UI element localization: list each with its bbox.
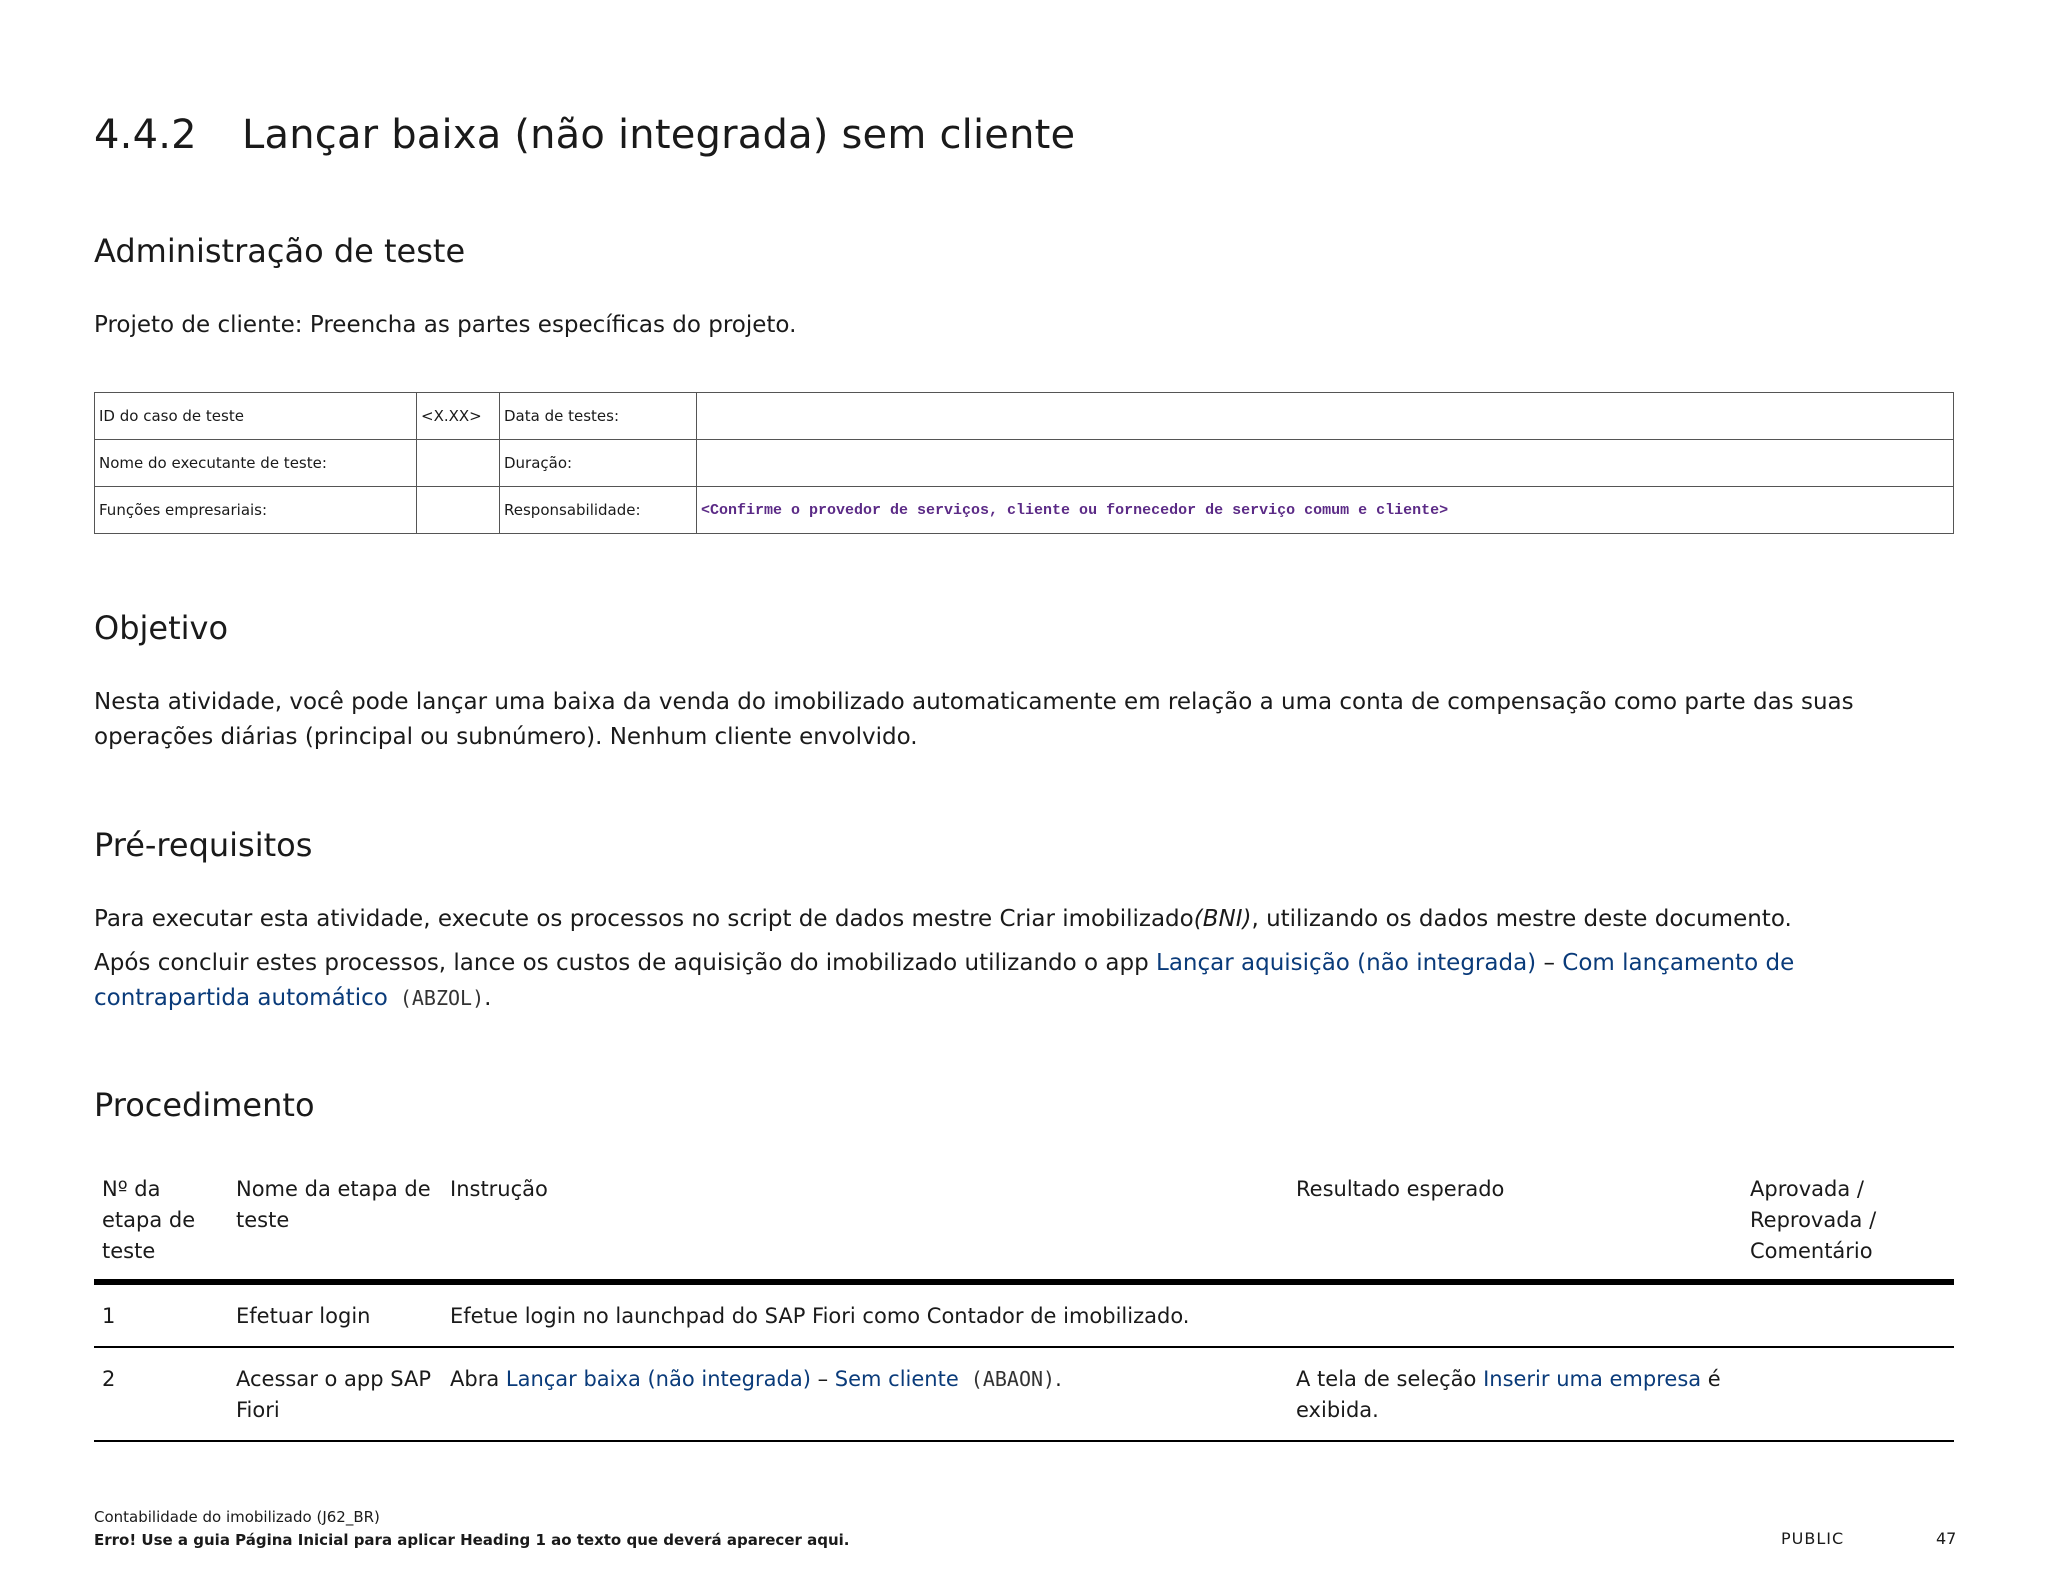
text-run: – (810, 1367, 835, 1391)
col-step-name: Nome da etapa de teste (228, 1168, 442, 1282)
text-run: . (484, 985, 492, 1011)
admin-title: Administração de teste (94, 232, 466, 270)
text-run: Após concluir estes processos, lance os custos de aquisição do imobilizado utilizando o app (94, 950, 1157, 976)
procedure-header-row (94, 1168, 1954, 1282)
admin-label: Responsabilidade: (500, 487, 697, 534)
admin-value (417, 440, 500, 487)
objective-text: Nesta atividade, você pode lançar uma baixa da venda do imobilizado automaticamente em relação a uma conta de compensação como parte das suas operações diárias (principal ou subnúmero). Nenhum cliente envolvido. (94, 689, 1854, 750)
screen-link-enter-company[interactable]: Inserir uma empresa (1483, 1367, 1702, 1391)
admin-label: Duração: (500, 440, 697, 487)
col-instruction: Instrução (442, 1168, 1288, 1282)
text-run: é exibida. (1296, 1367, 1721, 1422)
admin-value (697, 393, 1954, 440)
admin-label: ID do caso de teste (95, 393, 417, 440)
transaction-code: (ABAON) (958, 1367, 1056, 1391)
footer-error-text: Erro! Use a guia Página Inicial para aplicar Heading 1 ao texto que deverá aparecer aqui. (94, 1531, 850, 1549)
step-result (1288, 1282, 1742, 1347)
step-instruction: Efetue login no launchpad do SAP Fiori como Contador de imobilizado. (442, 1282, 1288, 1347)
admin-row (95, 440, 1954, 487)
col-step-number: Nº da etapa de teste (94, 1168, 228, 1282)
text-run: A tela de seleção (1296, 1367, 1484, 1391)
admin-row (95, 393, 1954, 440)
prereq-paragraph-2 (94, 946, 1954, 1016)
responsibility-placeholder: <Confirme o provedor de serviços, cliente ou fornecedor de serviço comum e cliente> (697, 487, 1954, 534)
table-row (94, 1282, 1954, 1347)
text-run: Abra (450, 1367, 506, 1391)
step-name: Efetuar login (228, 1282, 442, 1347)
app-link-automatic-offset[interactable]: Com lançamento de contrapartida automático (94, 950, 1795, 1011)
col-status: Aprovada / Reprovada / Comentário (1742, 1168, 1954, 1282)
app-link-without-customer[interactable]: Sem cliente (834, 1367, 959, 1391)
page-number: 47 (1936, 1529, 1957, 1548)
procedure-table (94, 1168, 1954, 1442)
footer-document-name: Contabilidade do imobilizado (J62_BR) (94, 1508, 380, 1526)
app-link-post-acquisition[interactable]: Lançar aquisição (não integrada) (1156, 950, 1537, 976)
app-link-post-retirement[interactable]: Lançar baixa (não integrada) (505, 1367, 811, 1391)
step-number: 2 (94, 1347, 228, 1441)
admin-label: Data de testes: (500, 393, 697, 440)
footer (94, 1506, 850, 1552)
table-row (94, 1347, 1954, 1441)
step-name: Acessar o app SAP Fiori (228, 1347, 442, 1441)
text-run: – (1536, 950, 1563, 976)
text-run-italic: (BNI) (1193, 906, 1252, 932)
procedure-title: Procedimento (94, 1086, 315, 1124)
transaction-code: (ABZOL) (387, 986, 485, 1010)
admin-value (417, 487, 500, 534)
step-status (1742, 1347, 1954, 1441)
section-heading (94, 112, 1075, 158)
section-title: Lançar baixa (não integrada) sem cliente (242, 112, 1076, 158)
admin-label: Funções empresariais: (95, 487, 417, 534)
footer-classification: PUBLIC (1781, 1529, 1845, 1548)
admin-label: Nome do executante de teste: (95, 440, 417, 487)
step-result (1288, 1347, 1742, 1441)
admin-value: <X.XX> (417, 393, 500, 440)
text-run: Para executar esta atividade, execute os processos no script de dados mestre Criar imobilizado (94, 906, 1194, 932)
col-expected-result: Resultado esperado (1288, 1168, 1742, 1282)
section-number: 4.4.2 (94, 112, 197, 158)
prereq-title: Pré-requisitos (94, 826, 313, 864)
step-instruction (442, 1347, 1288, 1441)
step-status (1742, 1282, 1954, 1347)
step-number: 1 (94, 1282, 228, 1347)
text-run: . (1055, 1367, 1062, 1391)
admin-value (697, 440, 1954, 487)
text-run: , utilizando os dados mestre deste documento. (1251, 906, 1792, 932)
test-admin-table (94, 392, 1954, 534)
admin-intro: Projeto de cliente: Preencha as partes específicas do projeto. (94, 312, 797, 338)
prereq-paragraph-1 (94, 902, 1954, 937)
admin-row (95, 487, 1954, 534)
objective-title: Objetivo (94, 609, 229, 647)
